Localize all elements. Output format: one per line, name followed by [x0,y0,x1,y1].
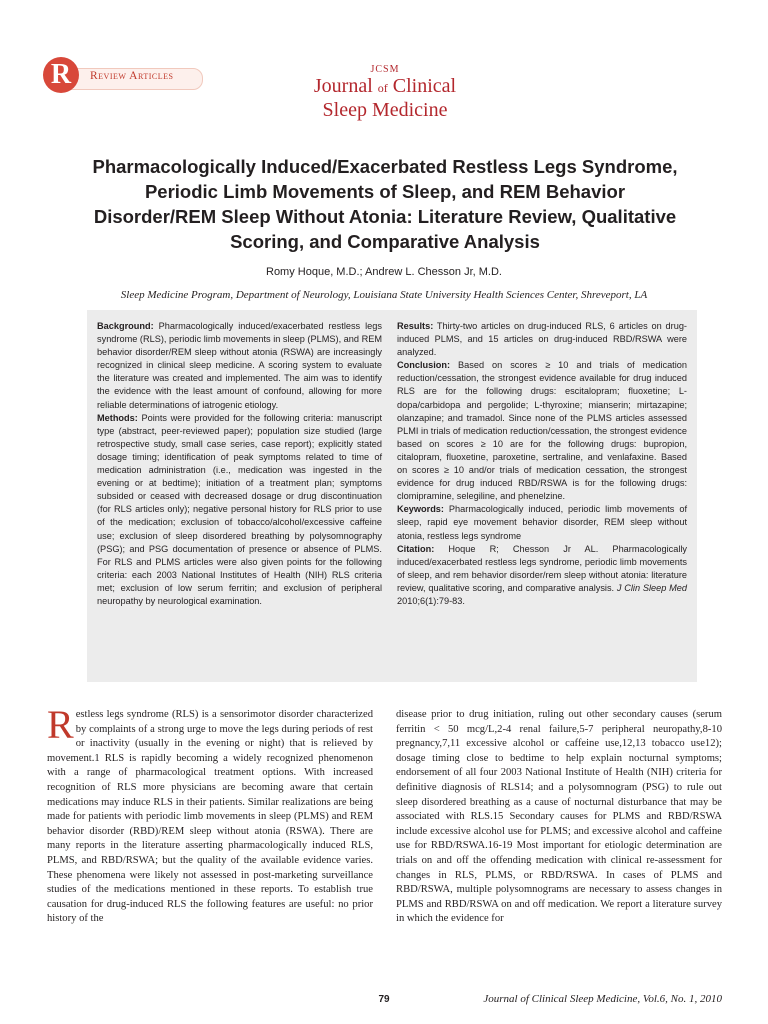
abstract-left-column [97,320,382,608]
drop-cap: R [47,702,74,747]
abstract-keywords: Keywords: Pharmacologically induced, periodic limb movements of sleep, rapid eye movement behavior disorder, REM sleep without atonia, restless legs syndrome [397,504,687,541]
section-label: Review Articles [90,70,174,82]
body-right-text: disease prior to drug initiation, ruling out other secondary causes (serum ferritin < 50 mcg/L,2-4 renal failure,5-7 peripheral neuropathy,8-10 pregnancy,7,11 excessive alcohol or caffeine use,12,13 tobacco use12); dosage timing close to bedtime to help explain nocturnal symptoms; endorsement of all four 2003 National Institute of Health (NIH) criteria for definitive diagnosis of RLS14; and a polysomnogram (PSG) to rule out sleep disordered breathing as a cause of nocturnal disturbance that may be associated with RLS.15 Secondary causes for PLMS and RBD/RSWA include excessive alcohol use for PLMS; and excessive alcohol and caffeine use for RBD/RSWA.16-19 Most important for etiologic determination are trials on and off the offending medication with clinical re-assessment for changes in RLS, PLMS, or RBD/RSWA. In cases of PLMS and RBD/RSWA, multiple polysomnograms are necessary to assess changes in PLMS and RBD/RSWA on and off medication. We report a literature survey in which the evidence for [396,709,722,925]
journal-title-line1: Journal of Clinical [313,75,457,97]
body-left-column [47,702,373,927]
abstract-right-column [397,320,687,608]
abstract-box [87,310,697,682]
article-affiliation: Sleep Medicine Program, Department of Neurology, Louisiana State University Health Sciences Center, Shreveport, LA [120,289,648,301]
journal-title-line2: Sleep Medicine [322,99,448,121]
article-authors: Romy Hoque, M.D.; Andrew L. Chesson Jr, M.D. [266,266,502,278]
abstract-results: Results: Thirty-two articles on drug-induced RLS, 6 articles on drug-induced PLMS, and 15 articles on drug-induced RBD/RSWA were analyzed. [397,321,687,358]
body-right-column [396,708,722,927]
article-title: Pharmacologically Induced/Exacerbated Restless Legs Syndrome, Periodic Limb Movements of Sleep, and REM Behavior Disorder/REM Sleep Without Atonia: Literature Review, Qualitative Scoring, and Comparative Analysis [92,156,678,252]
badge-logo-icon: R [43,57,79,93]
journal-abbr: JCSM [370,64,400,75]
body-left-text: estless legs syndrome (RLS) is a sensorimotor disorder characterized by complaints of a strong urge to move the legs during periods of rest or inactivity (usually in the evening or night) that is relieved by movement.1 RLS is rapidly becoming a widely recognized phenomenon with a range of pharmacological treatment options. With increased recognition of RLS more physicians are becoming aware that certain medications may induce RLS in their patients. Similar realizations are being made for patients with periodic limb movements in sleep (PLMS) and REM behavior disorder (RBD)/REM sleep without atonia (RSWA). There are many reports in the literature asserting pharmacologically induced RLS, PLMS, and RBD/RSWA; but the quality of the available evidence varies. These phenomena were likely not assessed in post-marketing surveillance studies of the medications mentioned in these reports. To establish true causation for drug-induced RLS the following features are useful: no prior history of the [47,709,373,925]
abstract-citation: Citation: Hoque R; Chesson Jr AL. Pharmacologically induced/exacerbated restless legs syndrome, periodic limb movements of sleep, and rem behavior disorder/rem sleep without atonia: literature review, qualitative scoring, and comparative analysis. J Clin Sleep Med 2010;6(1):79-83. [397,543,687,606]
abstract-background: Background: Pharmacologically induced/exacerbated restless legs syndrome (RLS), periodic limb movements in sleep (PLMS), and REM behavior disorder/REM sleep without atonia (RSWA) are increasingly recognized in clinical sleep medicine. A scoring system to evaluate the literature was created and implemented. The aim was to identify the evidence with the least amount of confound, allowing for more reliable determinations of iatrogenic etiology. [97,321,382,410]
journal-logo [310,64,460,121]
page-number: 79 [378,994,390,1005]
footer-journal-ref: Journal of Clinical Sleep Medicine, Vol.6, No. 1, 2010 [483,993,722,1005]
abstract-conclusion: Conclusion: Based on scores ≥ 10 and trials of medication reduction/cessation, the strongest evidence available for drug induced RLS are for the following drugs: escitalopram; fluoxetine; L-dopa/carbidopa and pergolide; L-thyroxine; mianserin; mirtazapine; olanzapine; and tramadol. Since none of the PLMS articles assessed PLMI in trials of medication reduction/cessation, the strongest evidence based on scores ≥ 10 are for the following drugs: bupropion, citalopram, fluoxetine, paroxetine, sertraline, and venlafaxine. Based on scores ≥ 10 and/or trials of medication cessation, the strongest evidence for drug induced RBD/RSWA is for the following drugs: clomipramine, selegiline, and phenelzine. [397,360,687,502]
section-badge [43,57,201,95]
abstract-methods: Methods: Points were provided for the following criteria: manuscript type (abstract, peer-reviewed paper); population size studied (large retrospective study, small case series, case report); explicitly stated dosage timing; identification of peak symptoms related to time of medication administration (i.e., medication was ingested in the evening or at bedtime); initiation of a treatment plan; symptoms subsided or ceased with decreased dosage or drug discontinuation (for RLS articles only); negative personal history for RLS prior to use of the medication; exclusion of tobacco/alcohol/excessive caffeine use; exclusion of sleep disordered breathing by polysomnography (PSG); and PSG documentation of presence or absence of PLMS. For RLS and PLMS articles were also given points for the following criteria: each 2003 National Institutes of Health (NIH) RLS criteria met; exclusion of low serum ferritin; and exclusion of peripheral neuropathy by neurological examination. [97,412,382,606]
